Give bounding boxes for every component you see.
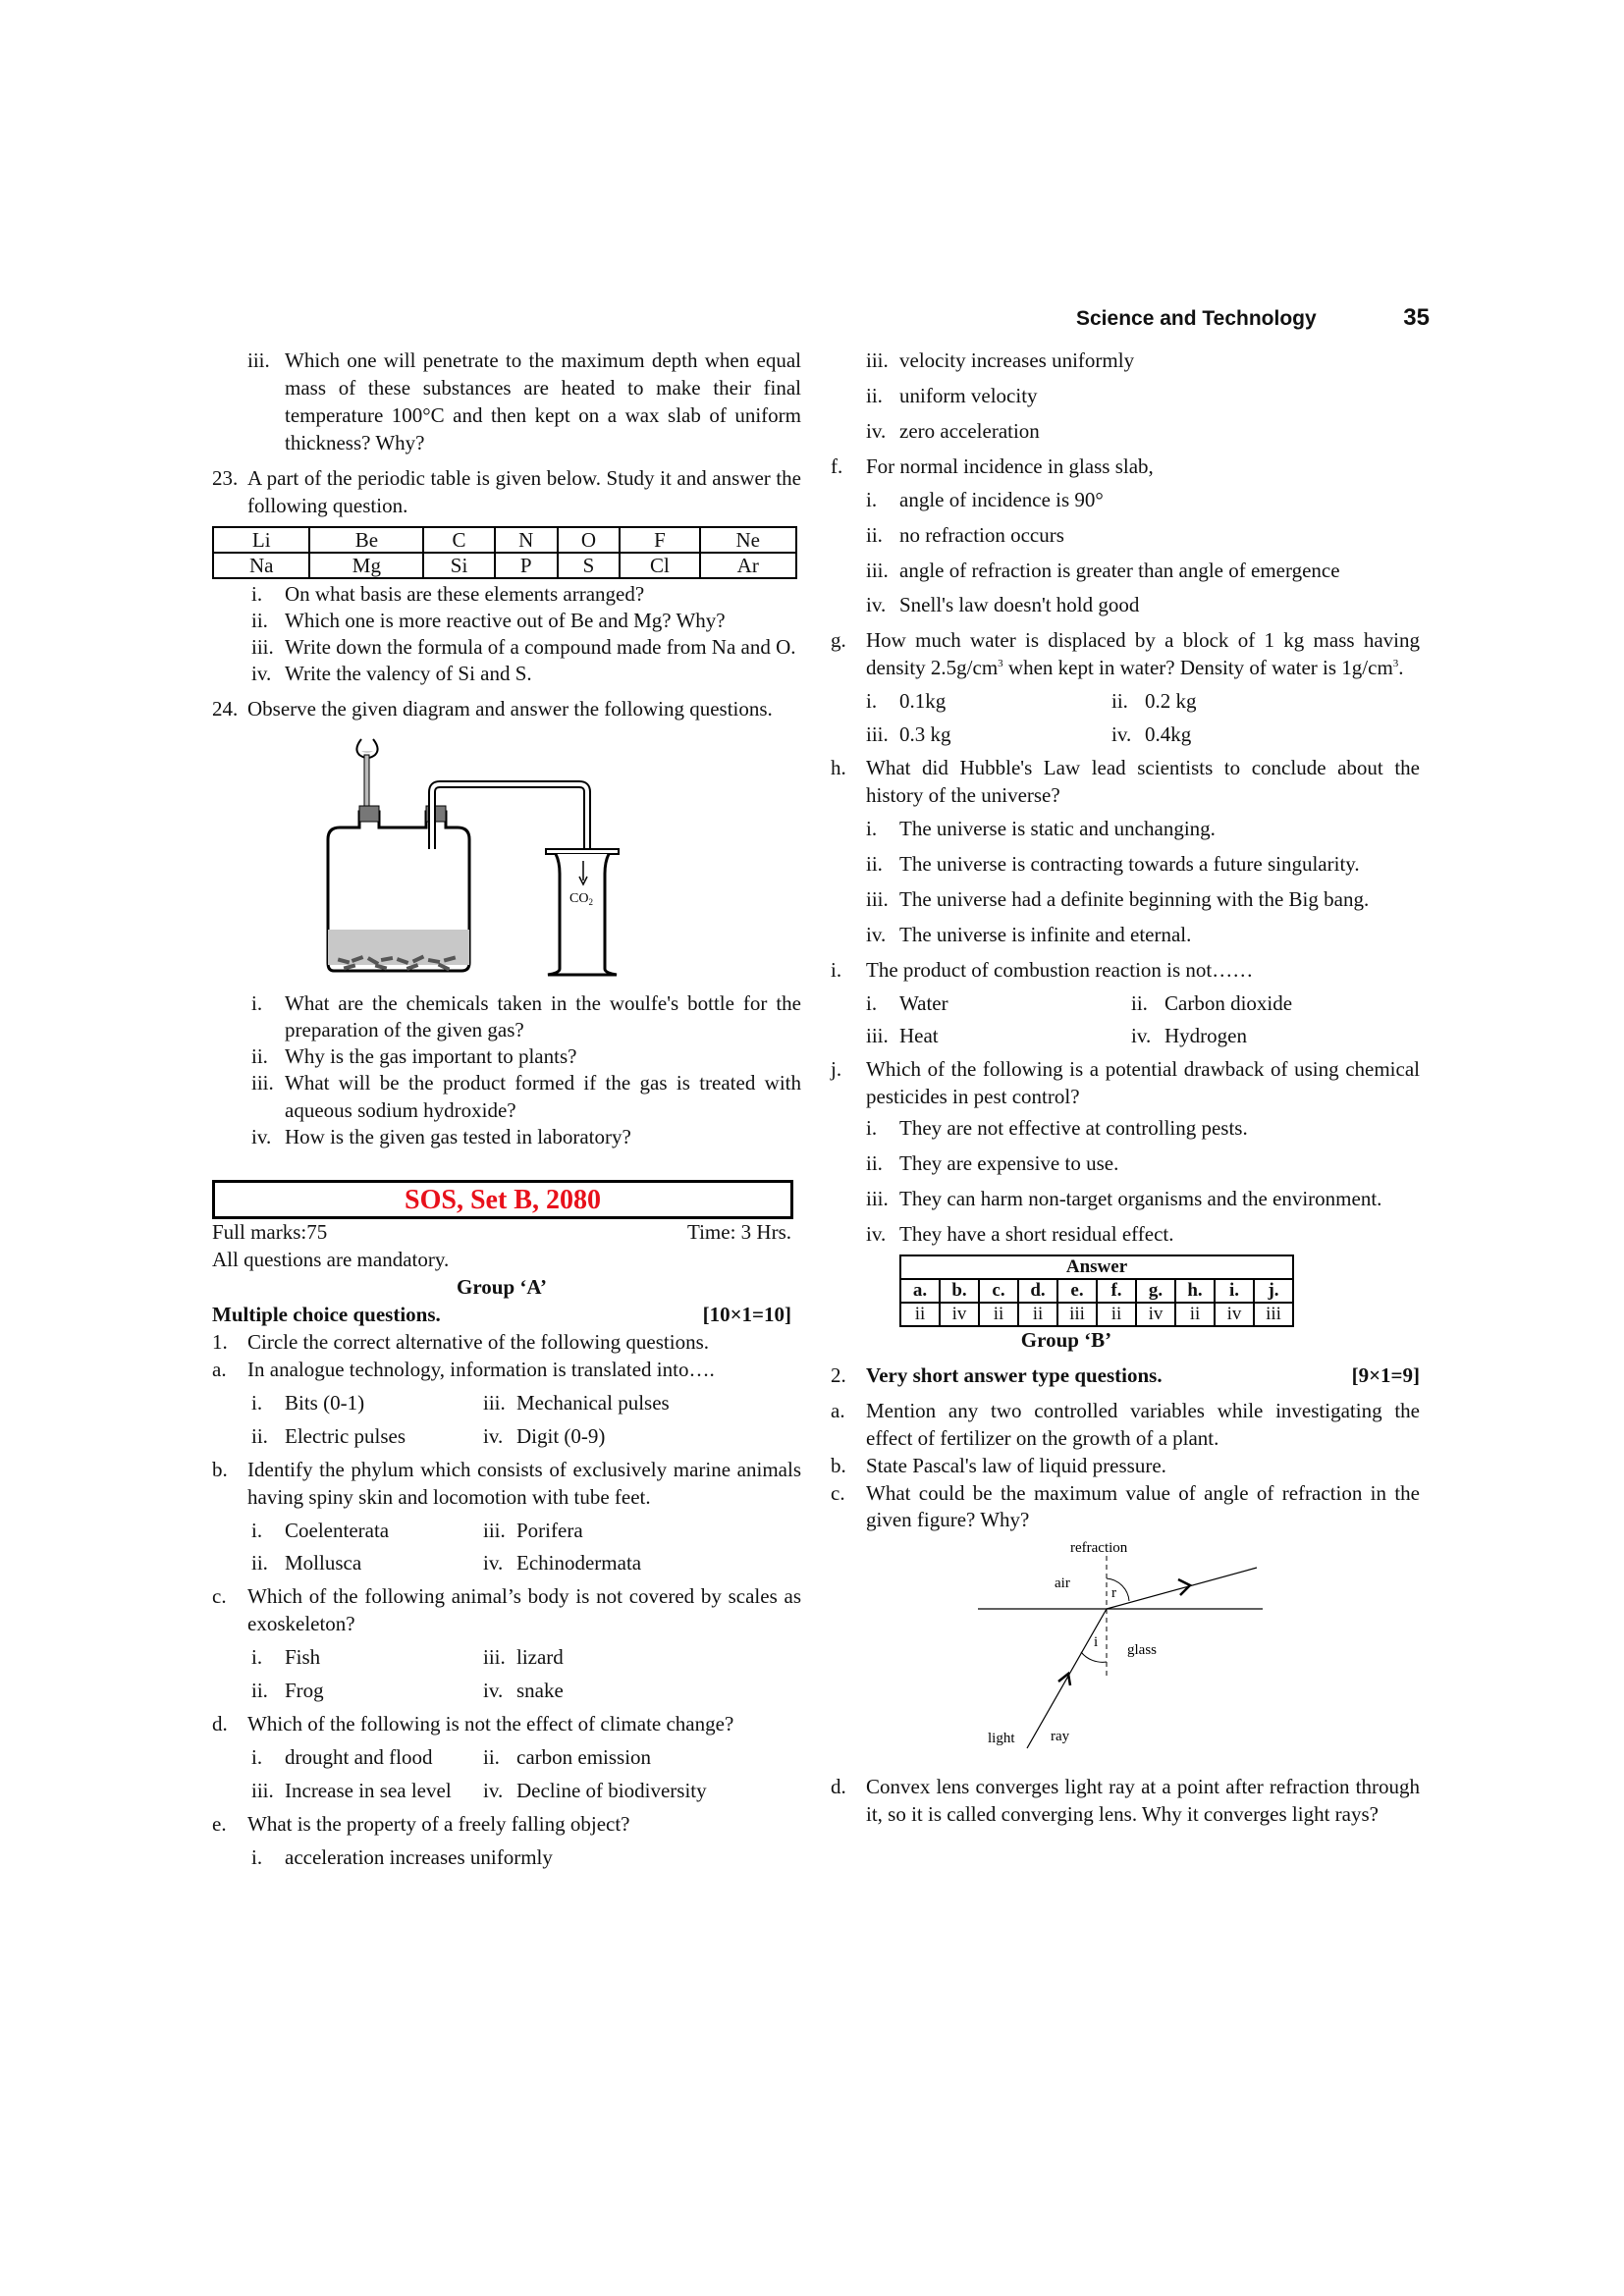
set-title-box [212, 1180, 793, 1219]
exam-meta: Full marks:75 Time: 3 Hrs. [212, 1220, 791, 1245]
question-2d: d. Convex lens converges light ray at a point after refraction through it, so it is called converging lens. Why it converges light rays? [831, 1775, 1420, 1827]
svg-text:i: i [1094, 1634, 1099, 1651]
svg-text:light: light [988, 1731, 1015, 1747]
svg-text:CO2: $CO_2$ [569, 890, 593, 907]
periodic-table: Li Be C N O F Ne Na Mg Si P S Cl Ar [212, 526, 797, 579]
mcq-e-option: iv. zero acceleration [866, 418, 1040, 443]
question-1: 1. Circle the correct alternative of the following questions. [212, 1330, 710, 1355]
mcq-j: j. Which of the following is a potential drawback of using chemical pesticides in pest control? [831, 1057, 1420, 1109]
svg-text:refraction: refraction [1070, 1540, 1128, 1557]
question-24-sub: i. What are the chemicals taken in the woulfe's bottle for the preparation of the given gas? [251, 990, 801, 1041]
mcq-heading: Multiple choice questions. [10×1=10] [212, 1303, 791, 1327]
refraction-figure [972, 1536, 1420, 1770]
mcq-i: i. The product of combustion reaction is not…… [831, 957, 1254, 982]
instruction: All questions are mandatory. [212, 1248, 450, 1272]
answer-table: Answer a. b. c. d. e. f. g. h. i. j. ii iv ii ii iii ii iv ii iv iii [899, 1255, 1294, 1327]
question-2b: b. State Pascal's law of liquid pressure. [831, 1453, 1166, 1477]
mcq-g: g. How much water is displaced by a block of 1 kg mass having density $2.5g/cm^3$ when kept in water? Density of water is $1g/cm^3$. [831, 628, 1420, 680]
question-24: 24. Observe the given diagram and answer the following questions. [212, 696, 773, 721]
question-22-iii: iii. Which one will penetrate to the maximum depth when equal mass of these substances are heated to make their final temperature 100°C and then kept on a wax slab of uniform thickness? Why? [247, 348, 801, 454]
set-title: SOS, Set B, 2080 [405, 1184, 601, 1215]
svg-text:glass: glass [1127, 1642, 1157, 1659]
question-23-sub: iii. Write down the formula of a compound made from Na and O. [251, 635, 796, 660]
question-23: 23. A part of the periodic table is given below. Study it and answer the following question. [212, 465, 801, 517]
mcq-c: c. Which of the following animal’s body is not covered by scales as exoskeleton? [212, 1584, 801, 1636]
question-2-heading: 2. Very short answer type questions. [9×1=9] [831, 1362, 1420, 1387]
question-2a: a. Mention any two controlled variables while investigating the effect of fertilizer on the growth of a plant. [831, 1398, 1420, 1450]
co2-apparatus-diagram [320, 733, 801, 987]
svg-text:air: air [1055, 1575, 1070, 1592]
question-24-sub: ii. Why is the gas important to plants? [251, 1044, 577, 1069]
question-23-sub: iv. Write the valency of Si and S. [251, 662, 532, 686]
question-23-sub: ii. Which one is more reactive out of Be and Mg? Why? [251, 608, 726, 632]
group-a-heading: Group ‘A’ [457, 1275, 547, 1300]
left-column: iii. Which one will penetrate to the maximum depth when equal mass of these substances are heated to make their final temperature 100°C and then kept on a wax slab of uniform thickness? Why? 23. A part of the periodic table is given below. Study it and answer the following question. Li Be C N O F Ne Na Mg Si P S Cl Ar i. On what basis are these elements arranged? ii. Which one is more reactive out of Be and Mg? Why? iii. Write down the formula of a compound made from Na and O. iv. Write the valency of Si and S. 24. Observe the given diagram and answer the following questions. $CO_2$ i. What are the chemicals taken in the woulfe's bottle for the preparation of the given gas? ii. Why is the gas important to plants? iii. What will be the product formed if the gas is treated with aqueous sodium hydroxide? iv. How is the given gas tested in laboratory? SOS, Set B, 2080 Full marks:75 Time: 3 Hrs. All questions are mandatory. Group ‘A’ Multiple choice questions. [10×1=10] 1. Circle the correct alternative of the following questions. a. In analogue technology, information is translated into…. i. Bits (0-1) iii. Mechanical pulses ii. Electric pulses iv. Digit (0-9) b. Identify the phylum which consists of exclusively marine animals having spiny skin and locomotion with tube feet. i. Coelenterata iii. Porifera ii. Mollusca iv. Echinodermata c. Which of the following animal’s body is not covered by scales as exoskeleton? i. Fish iii. lizard ii. Frog iv. snake d. Which of the following is not the effect of climate change? i. drought and flood ii. carbon emission iii. Increase in sea level iv. Decline of biodiversity e. What is the property of a freely falling object? i. acceleration increases uniformly [212, 348, 801, 1869]
page-number: 35 [1403, 304, 1430, 331]
mcq-b: b. Identify the phylum which consists of exclusively marine animals having spiny skin and locomotion with tube feet. [212, 1457, 801, 1509]
page-header [1076, 302, 1430, 334]
mcq-f: f. For normal incidence in glass slab, [831, 454, 1154, 478]
refraction-diagram-icon [972, 1536, 1276, 1762]
svg-text:ray: ray [1051, 1729, 1070, 1745]
question-23-sub: i. On what basis are these elements arranged? [251, 581, 645, 606]
group-b-heading: Group ‘B’ [1020, 1327, 1112, 1352]
running-title: Science and Technology [1076, 307, 1317, 330]
question-2c: c. What could be the maximum value of angle of refraction in the given figure? Why? [831, 1480, 1420, 1532]
mcq-a: a. In analogue technology, information is translated into…. [212, 1357, 715, 1381]
mcq-e: e. What is the property of a freely falling object? [212, 1811, 630, 1836]
svg-text:r: r [1111, 1585, 1116, 1602]
question-24-sub: iv. How is the given gas tested in laboratory? [251, 1125, 631, 1149]
woulfe-bottle-icon [320, 733, 674, 979]
mcq-d: d. Which of the following is not the effect of climate change? [212, 1712, 734, 1736]
mcq-h: h. What did Hubble's Law lead scientists to conclude about the history of the universe? [831, 756, 1420, 807]
mcq-e-option: ii. uniform velocity [866, 383, 1038, 407]
mcq-e-option: iii. velocity increases uniformly [866, 348, 1135, 372]
right-column: iii. velocity increases uniformly ii. uniform velocity iv. zero acceleration f. For normal incidence in glass slab, i. angle of incidence is 90° ii. no refraction occurs iii. angle of refraction is greater than angle of emergence iv. Snell's law doesn't hold good g. How much water is displaced by a block of 1 kg mass having density $2.5g/cm^3$ when kept in water? Density of water is $1g/cm^3$. i. 0.1kg ii. 0.2 kg iii. 0.3 kg iv. 0.4kg h. What did Hubble's Law lead scientists to conclude about the history of the universe? i. The universe is static and unchanging. ii. The universe is contracting towards a future singularity. iii. The universe had a definite beginning with the Big bang. iv. The universe is infinite and eternal. i. The product of combustion reaction is not…… i. Water ii. Carbon dioxide iii. Heat iv. Hydrogen j. Which of the following is a potential drawback of using chemical pesticides in pest control? i. They are not effective at controlling pests. ii. They are expensive to use. iii. They can harm non-target organisms and the environment. iv. They have a short residual effect. Answer a. b. c. d. e. f. g. h. i. j. ii iv ii ii iii ii iv ii iv iii Group ‘B’ 2. Very short answer type questions. [9×1=9] a. Mention any two controlled variables while investigating the effect of fertilizer on the growth of a plant. b. State Pascal's law of liquid pressure. c. What could be the maximum value of angle of refraction in the given figure? Why? refraction air r i glass light ray d. Convex lens converges light ray at a point after refraction through it, so it is called converging lens. Why it converges light rays? [831, 347, 1420, 1829]
question-24-sub: iii. What will be the product formed if the gas is treated with aqueous sodium hydroxide? [251, 1071, 801, 1122]
